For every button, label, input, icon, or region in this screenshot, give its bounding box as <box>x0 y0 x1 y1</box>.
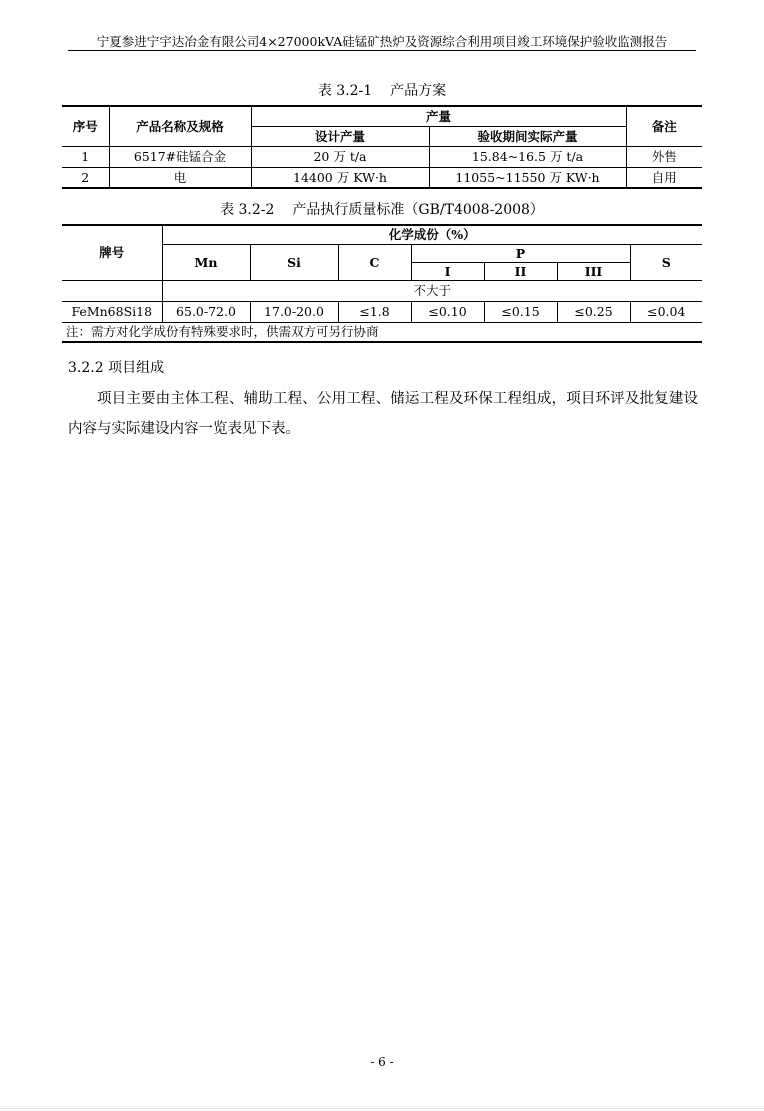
table2-number: 表 3.2-2 <box>220 202 275 218</box>
cell-empty <box>62 280 162 301</box>
th-not-more: 不大于 <box>162 280 702 301</box>
th-p: P <box>411 244 630 262</box>
th-remark: 备注 <box>626 106 702 146</box>
th-s: S <box>630 244 702 280</box>
section-paragraph: 项目主要由主体工程、辅助工程、公用工程、储运工程及环保工程组成，项目环评及批复建设内容与实际建设内容一览表见下表。 <box>68 391 698 437</box>
table1-number: 表 3.2-1 <box>317 83 373 99</box>
th-p3: III <box>557 262 630 280</box>
footer-rule <box>0 1108 764 1109</box>
th-p2: II <box>484 262 557 280</box>
cell-remark: 自用 <box>626 167 702 188</box>
cell-name: 电 <box>109 167 251 188</box>
cell-s: ≤0.04 <box>630 301 702 322</box>
cell-seq: 1 <box>62 146 109 167</box>
cell-name: 6517#硅锰合金 <box>109 146 251 167</box>
header-rule <box>68 50 696 51</box>
cell-p2: ≤0.15 <box>484 301 557 322</box>
table2-title: 产品执行质量标准（GB/T4008-2008） <box>292 202 544 218</box>
table1-title: 产品方案 <box>390 83 447 99</box>
th-seq: 序号 <box>62 106 109 146</box>
cell-design: 14400 万 KW·h <box>251 167 429 188</box>
th-output: 产量 <box>251 106 626 126</box>
cell-p1: ≤0.10 <box>411 301 484 322</box>
cell-p3: ≤0.25 <box>557 301 630 322</box>
quality-standard-table <box>62 224 702 343</box>
table-row <box>62 167 702 188</box>
th-grade: 牌号 <box>62 225 162 280</box>
cell-grade: FeMn68Si18 <box>62 301 162 322</box>
cell-remark: 外售 <box>626 146 702 167</box>
table-row <box>62 146 702 167</box>
table-note: 注：需方对化学成份有特殊要求时，供需双方可另行协商 <box>62 322 702 342</box>
cell-actual: 11055~11550 万 KW·h <box>429 167 626 188</box>
section-heading: 3.2.2 项目组成 <box>68 360 165 376</box>
th-p1: I <box>411 262 484 280</box>
page-header: 宁夏参进宁宇达冶金有限公司4×27000kVA硅锰矿热炉及资源综合利用项目竣工环境保护验收监测报告 <box>96 34 668 49</box>
table2-caption <box>62 199 702 219</box>
th-mn: Mn <box>162 244 250 280</box>
table1-caption <box>62 80 702 100</box>
th-c: C <box>338 244 411 280</box>
cell-design: 20 万 t/a <box>251 146 429 167</box>
page-number: - 6 - <box>370 1055 394 1069</box>
cell-seq: 2 <box>62 167 109 188</box>
product-plan-table <box>62 105 702 189</box>
cell-si: 17.0-20.0 <box>250 301 338 322</box>
table-row <box>62 301 702 322</box>
th-si: Si <box>250 244 338 280</box>
th-composition: 化学成份（%） <box>162 225 702 244</box>
cell-c: ≤1.8 <box>338 301 411 322</box>
cell-actual: 15.84~16.5 万 t/a <box>429 146 626 167</box>
cell-mn: 65.0-72.0 <box>162 301 250 322</box>
th-name: 产品名称及规格 <box>109 106 251 146</box>
th-actual: 验收期间实际产量 <box>429 126 626 146</box>
th-design: 设计产量 <box>251 126 429 146</box>
